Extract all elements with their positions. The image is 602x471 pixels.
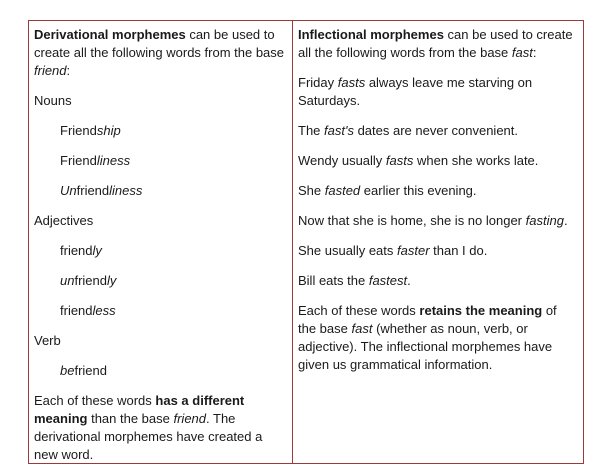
example-sentence (298, 122, 578, 140)
word-suffix: ly (92, 243, 102, 258)
sentence-post: when she works late. (413, 153, 539, 168)
word-base: friend (60, 303, 93, 318)
sentence-pre: Friday (298, 75, 338, 90)
sentence-pre: The (298, 123, 325, 138)
word-base: friend (74, 363, 107, 378)
sentence-post: earlier this evening. (360, 183, 477, 198)
sentence-post: . (563, 213, 568, 228)
verb-heading: Verb (34, 333, 61, 348)
inflectional-column (293, 21, 583, 463)
sentence-word: fasted (324, 183, 361, 198)
sentence-pre: She usually eats (298, 243, 398, 258)
example-sentence (298, 272, 578, 290)
morpheme-comparison-table (28, 20, 584, 464)
sentence-pre: Bill eats the (298, 273, 369, 288)
example-word (60, 182, 287, 200)
word-suffix: liness (109, 183, 143, 198)
example-word (60, 152, 287, 170)
inflectional-term: Inflectional morphemes (298, 27, 444, 42)
example-sentence (298, 152, 578, 170)
base-word: fast (511, 45, 533, 60)
example-word (60, 242, 287, 260)
sentence-word: fastest (368, 273, 408, 288)
adjectives-list (34, 242, 287, 320)
word-base: friend (76, 183, 110, 198)
sentence-pre: Wendy usually (298, 153, 386, 168)
derivational-term: Derivational morphemes (34, 27, 186, 42)
base-word: friend (34, 63, 67, 78)
sentence-word: fasts (385, 153, 414, 168)
derivational-summary: Each of these words has a different meaning than the base friend. The derivational morphemes have created a new word. (34, 393, 263, 462)
word-base: friend (74, 273, 107, 288)
sentence-word: fast's (324, 123, 354, 138)
example-sentence (298, 212, 578, 230)
word-suffix: ship (96, 123, 121, 138)
example-word (60, 302, 287, 320)
example-sentence (298, 182, 578, 200)
example-word (60, 122, 287, 140)
example-word (60, 362, 287, 380)
sentence-post: than I do. (429, 243, 488, 258)
word-suffix: liness (96, 153, 131, 168)
example-word (60, 272, 287, 290)
verb-list (34, 362, 287, 380)
adjectives-heading: Adjectives (34, 213, 94, 228)
sentence-post: always leave me starving on Saturdays. (298, 75, 533, 108)
word-suffix: ly (107, 273, 117, 288)
derivational-column (29, 21, 293, 463)
nouns-heading: Nouns (34, 93, 72, 108)
example-sentence (298, 74, 578, 110)
word-base: Friend (60, 123, 97, 138)
word-suffix: less (92, 303, 116, 318)
sentence-pre: Now that she is home, she is no longer (298, 213, 526, 228)
word-base: friend (60, 243, 93, 258)
sentence-word: fasting (525, 213, 564, 228)
sentence-post: . (407, 273, 411, 288)
inflectional-intro: Inflectional morphemes can be used to create all the following words from the base fast: (298, 27, 573, 60)
word-prefix: un (60, 273, 75, 288)
word-prefix: be (60, 363, 75, 378)
sentence-pre: She (298, 183, 325, 198)
sentence-post: dates are never convenient. (353, 123, 519, 138)
word-prefix: Un (60, 183, 77, 198)
inflectional-summary: Each of these words retains the meaning of the base fast (whether as noun, verb, or adjective). The inflectional morphemes have given us grammatical information. (298, 303, 557, 372)
example-sentence (298, 242, 578, 260)
sentence-word: faster (397, 243, 430, 258)
sentence-word: fasts (337, 75, 366, 90)
derivational-intro: Derivational morphemes can be used to create all the following words from the base friend: (34, 27, 285, 78)
nouns-list (34, 122, 287, 200)
word-base: Friend (60, 153, 97, 168)
example-sentences (298, 74, 578, 290)
